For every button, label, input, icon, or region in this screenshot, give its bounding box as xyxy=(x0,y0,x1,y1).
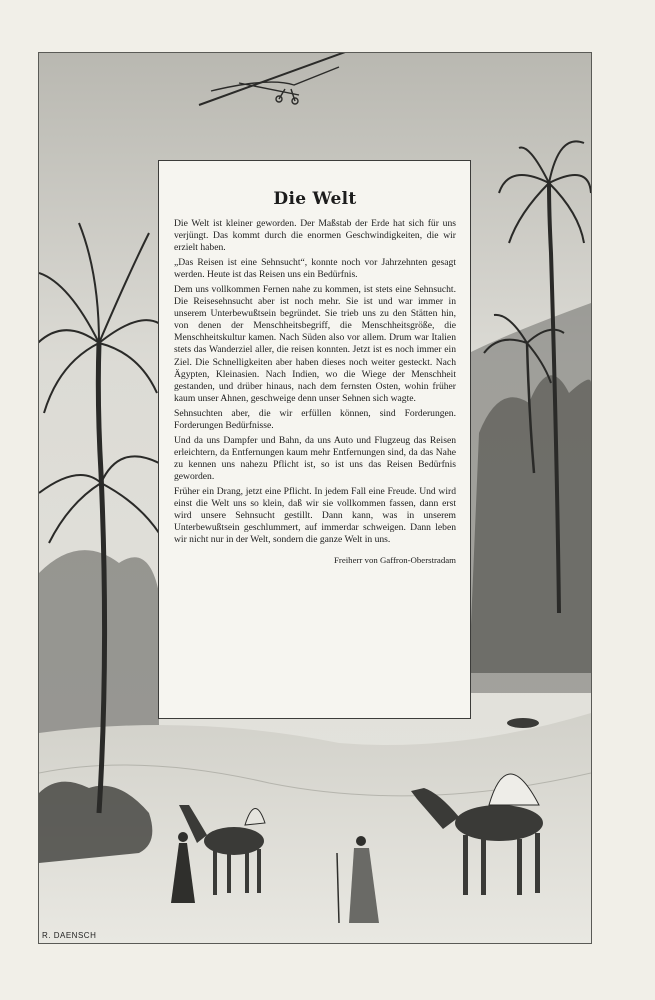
article-paragraph: Und da uns Dampfer und Bahn, da uns Auto und Flugzeug das Reisen erleichtern, da Entfernungen kaum mehr Entfernungen sind, da das Nahe zu kennen uns nahezu Pflicht ist, so ist uns das Reisen Bedürfnis geworden. xyxy=(174,434,456,482)
article-author: Freiherr von Gaffron-Oberstradam xyxy=(334,555,456,566)
article-panel xyxy=(158,160,471,719)
article-title: Die Welt xyxy=(273,189,357,209)
artist-signature: R. DAENSCH xyxy=(42,931,97,940)
article-paragraph: Früher ein Drang, jetzt eine Pflicht. In jedem Fall eine Freude. Und wird einst die Welt uns so klein, daß wir sie vollkommen fassen, dann erst wird unsere Sehnsucht gestillt. Dann kann, was in unserem Unterbewußtsein geschlummert, auf immerdar schweigen. Dann leben wir nicht nur in der Welt, sondern die ganze Welt in uns. xyxy=(174,485,456,546)
article-paragraph: Die Welt ist kleiner geworden. Der Maßstab der Erde hat sich für uns verjüngt. Das kommt durch die enormen Geschwindigkeiten, die wir erzielt haben. xyxy=(174,218,456,254)
article-paragraph: Sehnsuchten aber, die wir erfüllen können, sind Forderungen. Forderungen Bedürfnisse. xyxy=(174,407,456,431)
article-paragraph: „Das Reisen ist eine Sehnsucht“, konnte noch vor Jahrzehnten gesagt werden. Heute ist das Reisen uns ein Bedürfnis. xyxy=(174,257,456,281)
article-paragraph: Dem uns vollkommen Fernen nahe zu kommen, ist stets eine Sehnsucht. Die Reisesehnsucht aber ist noch mehr. Sie ist und war immer in unserem Unterbewußtsein begründet. Sie trieb uns zu den Stätten hin, von denen der Menschheitsbegriff, die Menschheitsgröße, die Menschheitskultur kamen. Nach Süden also vor allem. Drum war Italien stets das Wanderziel aller, die reisen konnten. Jetzt ist es noch immer ein Ziel. Die Schnelligkeiten aber haben dieses noch weiter gesteckt. Nach Ägypten, Kleinasien. Nach Indien, wo die Wiege der Menschheit gestanden, und drüber hinaus, nach dem fernsten Osten, wohin früher kaum unser Ahnen, geschweige denn unser Sehnen sich wagte. xyxy=(174,284,456,404)
